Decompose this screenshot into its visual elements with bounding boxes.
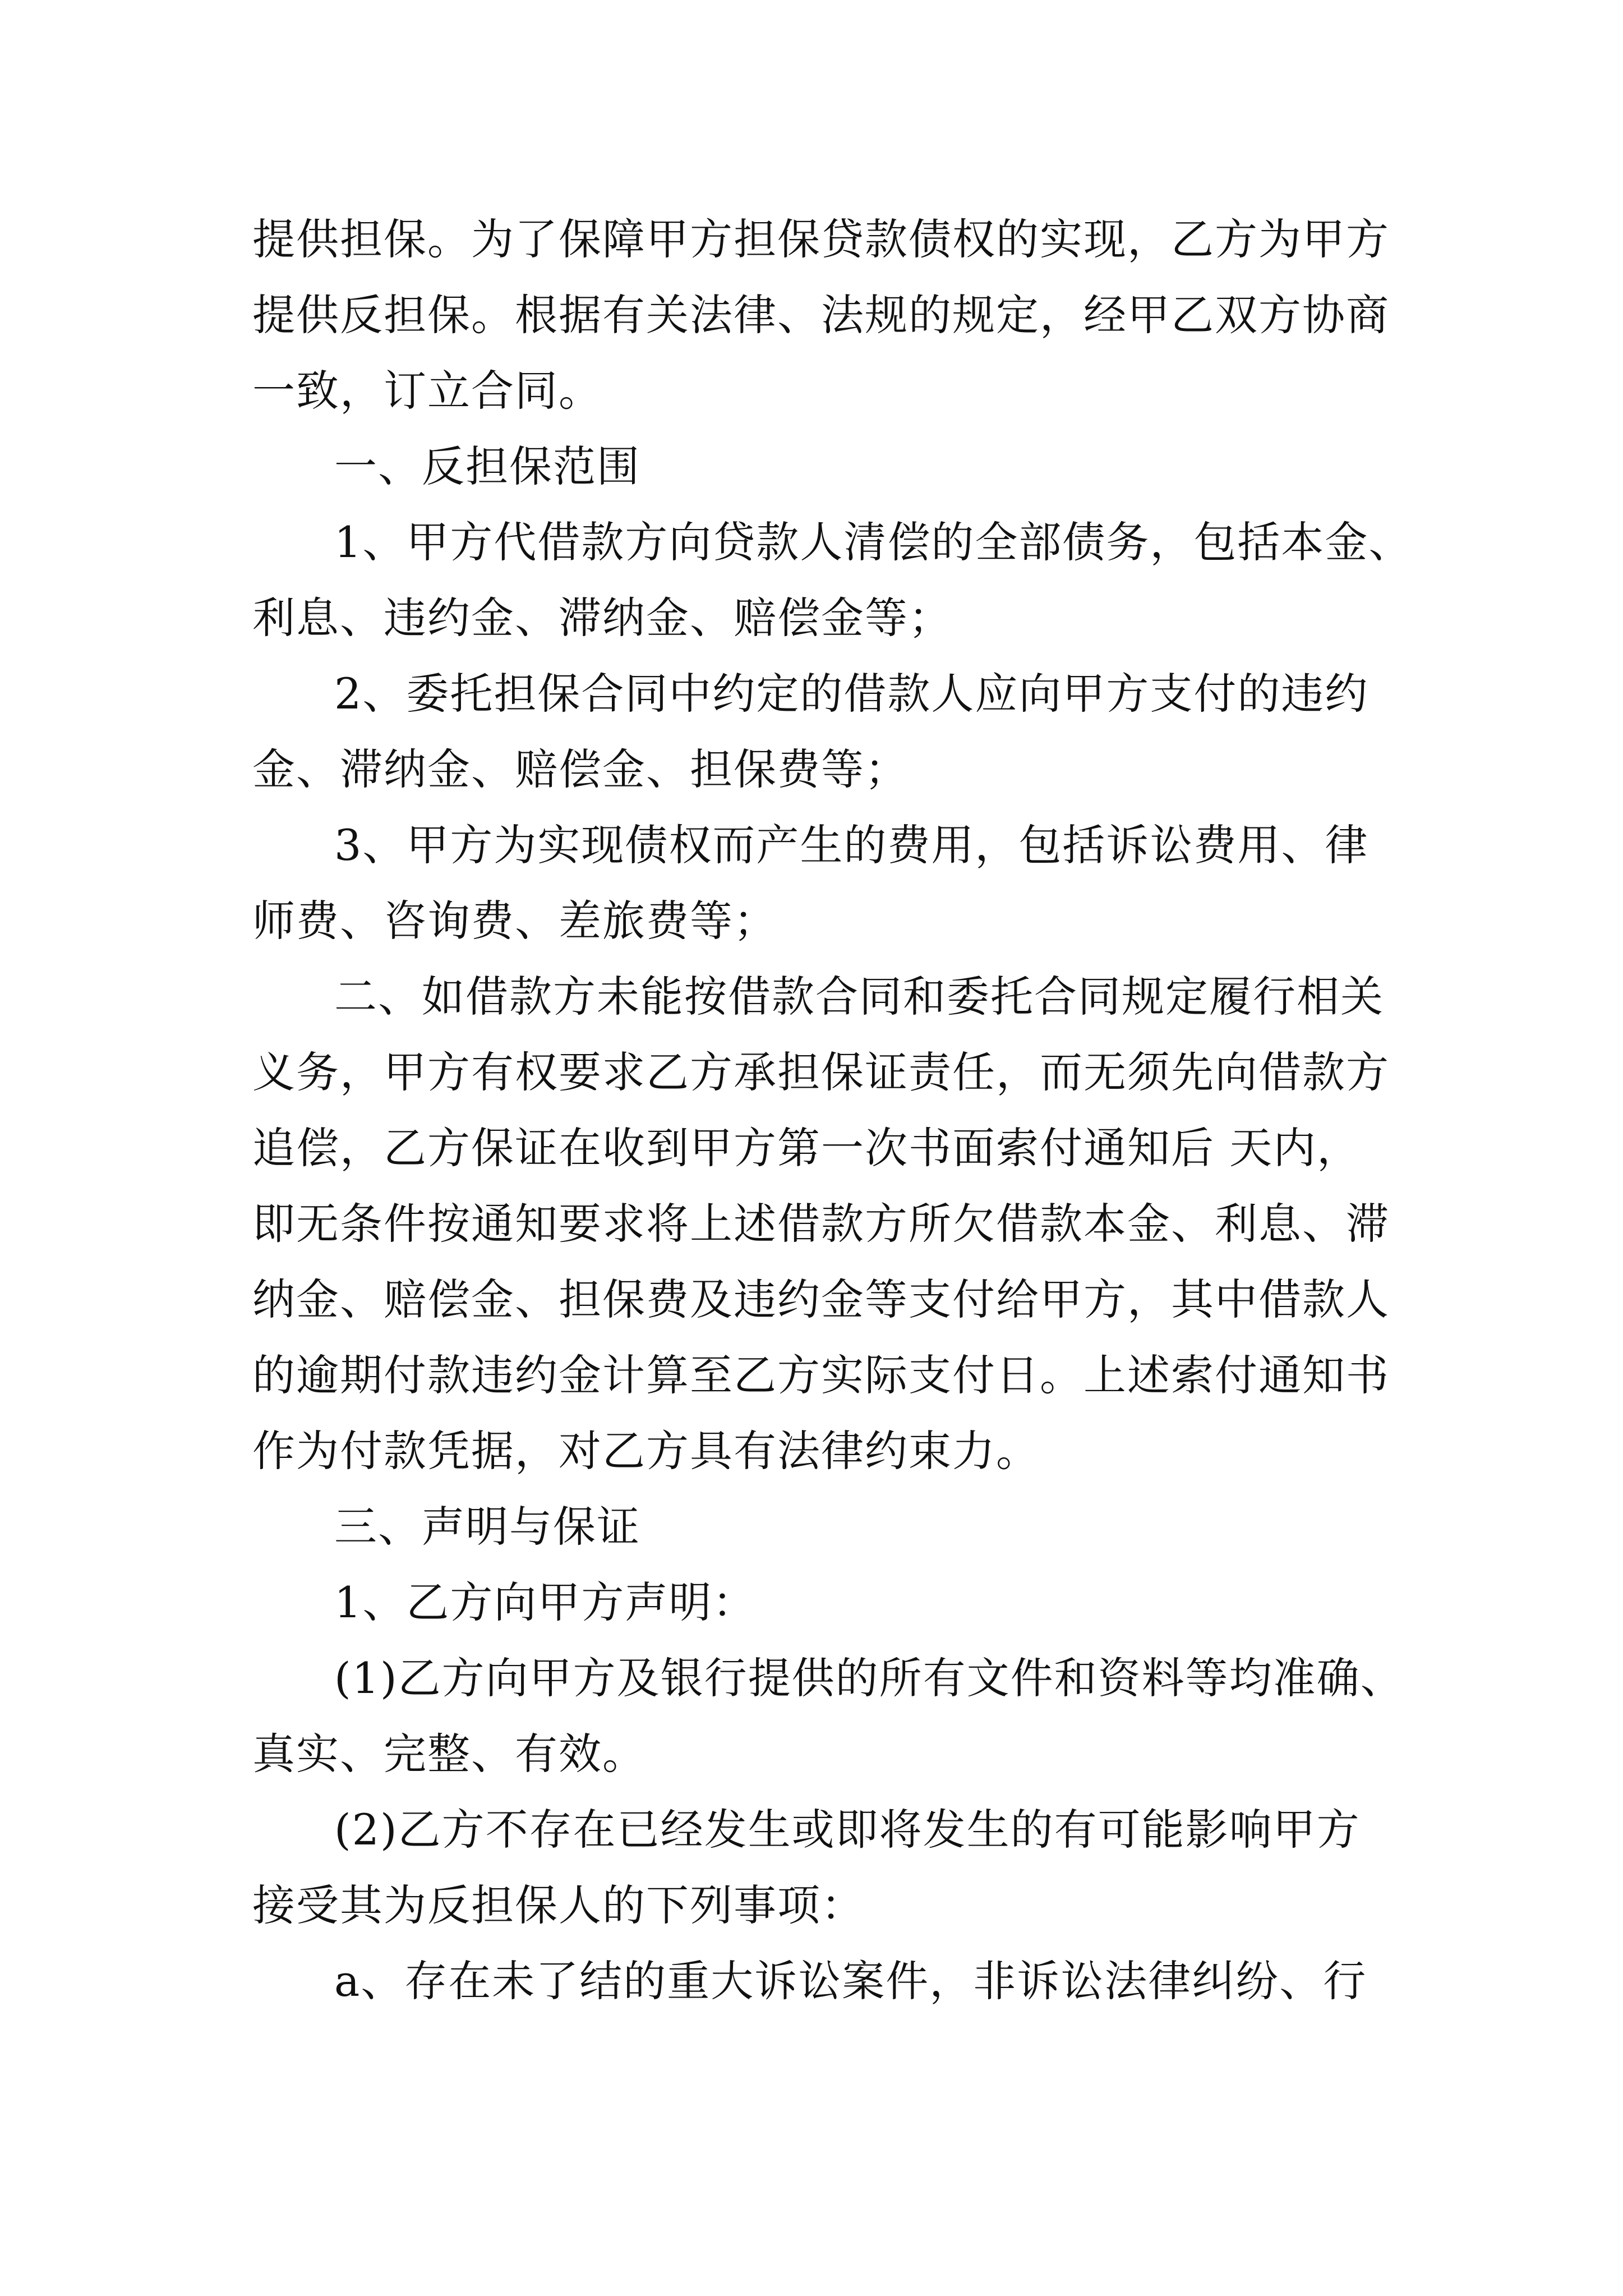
body-text-line: 作为付款凭据，对乙方具有法律约束力。 bbox=[252, 1426, 1040, 1476]
body-text-line: 一致，订立合同。 bbox=[252, 366, 602, 416]
body-text-line: 接受其为反担保人的下列事项： bbox=[252, 1880, 865, 1930]
section-heading: 一、反担保范围 bbox=[334, 441, 640, 491]
section-heading: 三、声明与保证 bbox=[334, 1502, 640, 1552]
body-text-line: 真实、完整、有效。 bbox=[252, 1729, 646, 1779]
body-text-line: 义务，甲方有权要求乙方承担保证责任，而无须先向借款方 bbox=[252, 1047, 1390, 1097]
body-text-line: 提供反担保。根据有关法律、法规的规定，经甲乙双方协商 bbox=[252, 290, 1390, 340]
body-text-line: a、存在未了结的重大诉讼案件，非诉讼法律纠纷、行 bbox=[334, 1956, 1367, 2006]
body-text-line: 纳金、赔偿金、担保费及违约金等支付给甲方，其中借款人 bbox=[252, 1274, 1390, 1324]
body-text-line: 提供担保。为了保障甲方担保贷款债权的实现，乙方为甲方 bbox=[252, 214, 1390, 264]
body-text-line: (1)乙方向甲方及银行提供的所有文件和资料等均准确、 bbox=[334, 1653, 1404, 1703]
body-text-line: 金、滞纳金、赔偿金、担保费等； bbox=[252, 744, 909, 794]
section-heading: 二、如借款方未能按借款合同和委托合同规定履行相关 bbox=[334, 972, 1384, 1022]
body-text-line: 1、乙方向甲方声明： bbox=[334, 1577, 757, 1627]
body-text-line: 的逾期付款违约金计算至乙方实际支付日。上述索付通知书 bbox=[252, 1350, 1390, 1400]
body-text-line: 1、甲方代借款方向贷款人清偿的全部债务，包括本金、 bbox=[334, 517, 1413, 567]
body-text-line: 2、委托担保合同中约定的借款人应向甲方支付的违约 bbox=[334, 669, 1369, 719]
body-text-line: 3、甲方为实现债权而产生的费用，包括诉讼费用、律 bbox=[334, 820, 1369, 870]
body-text-line: 利息、违约金、滞纳金、赔偿金等； bbox=[252, 593, 952, 643]
body-text-line: 即无条件按通知要求将上述借款方所欠借款本金、利息、滞 bbox=[252, 1199, 1390, 1249]
body-text-line: 追偿，乙方保证在收到甲方第一次书面索付通知后 天内， bbox=[252, 1123, 1361, 1173]
body-text-line: (2)乙方不存在已经发生或即将发生的有可能影响甲方 bbox=[334, 1805, 1361, 1855]
body-text-line: 师费、咨询费、差旅费等； bbox=[252, 896, 777, 946]
